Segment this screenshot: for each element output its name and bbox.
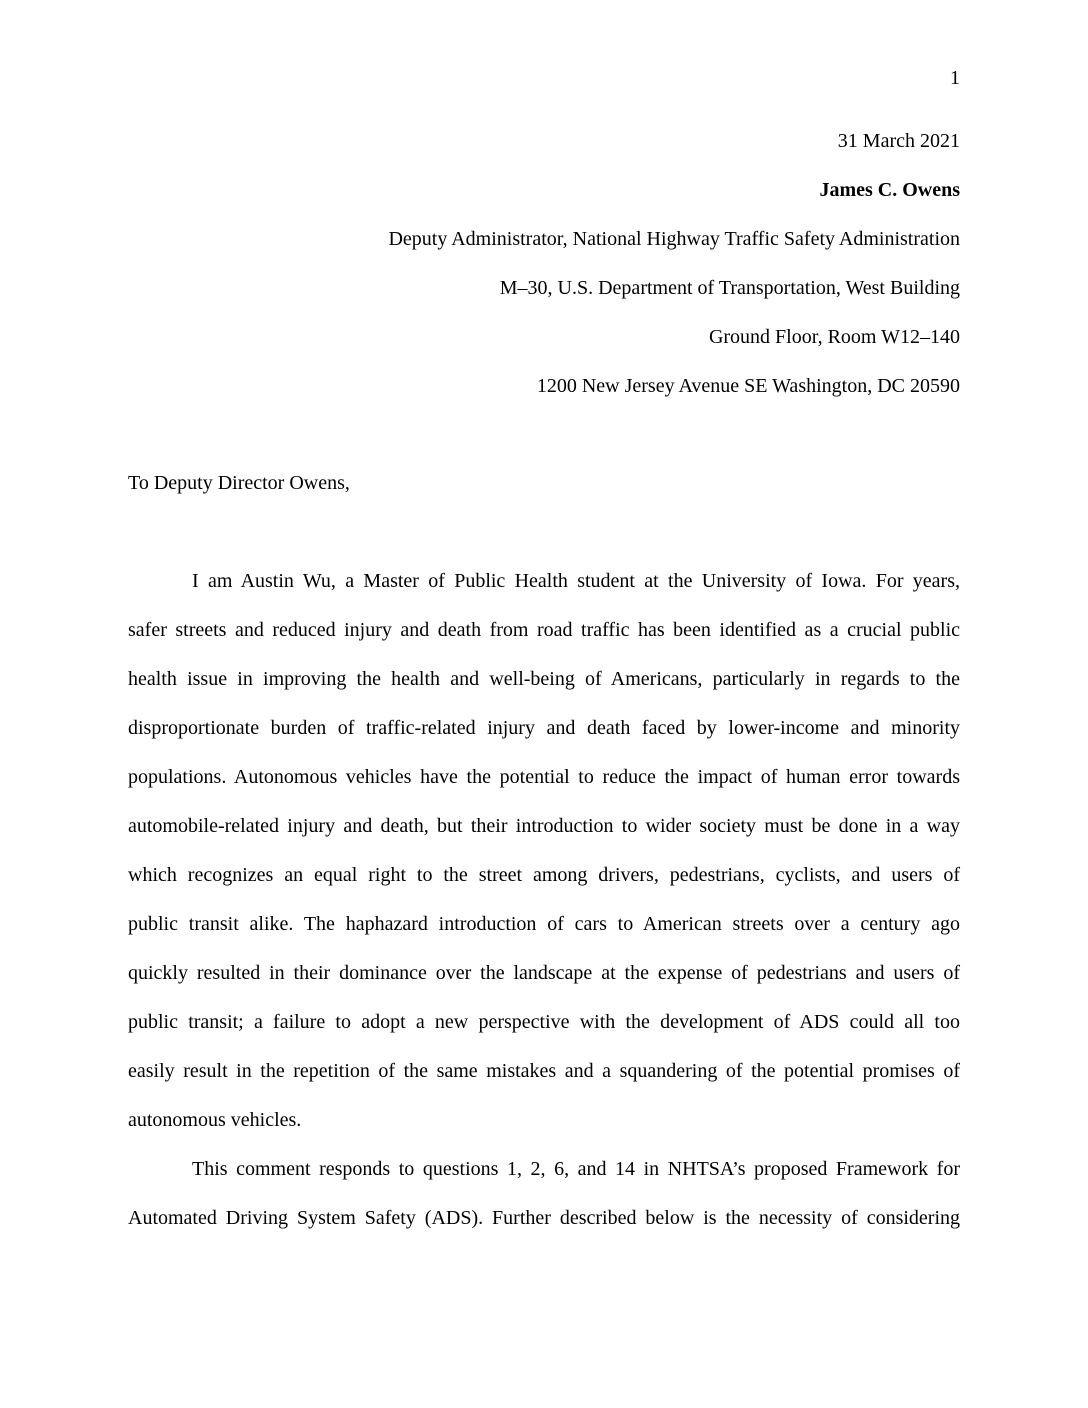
paragraph-line: populations. Autonomous vehicles have the potential to reduce the impact of human error towards [128, 766, 960, 788]
salutation: To Deputy Director Owens, [128, 472, 350, 494]
paragraph-line: This comment responds to questions 1, 2, 6, and 14 in NHTSA’s proposed Framework for [192, 1158, 960, 1180]
recipient-address-line: Ground Floor, Room W12–140 [708, 326, 960, 348]
paragraph-line: Automated Driving System Safety (ADS). Further described below is the necessity of considering [128, 1207, 960, 1229]
page-number: 1 [950, 67, 960, 89]
paragraph-line: automobile-related injury and death, but their introduction to wider society must be done in a way [128, 815, 960, 837]
body-paragraph [128, 1157, 960, 1255]
paragraph-line: I am Austin Wu, a Master of Public Health student at the University of Iowa. For years, [192, 570, 960, 592]
paragraph-line: public transit; a failure to adopt a new perspective with the development of ADS could all too [128, 1011, 960, 1033]
recipient-address-line: 1200 New Jersey Avenue SE Washington, DC 20590 [536, 375, 960, 397]
recipient-name: James C. Owens [819, 179, 960, 201]
paragraph-line: quickly resulted in their dominance over the landscape at the expense of pedestrians and users of [128, 962, 960, 984]
body-paragraph [128, 569, 960, 1157]
recipient-address-line: Deputy Administrator, National Highway Traffic Safety Administration [388, 228, 960, 250]
letter-date: 31 March 2021 [837, 130, 960, 152]
paragraph-line: safer streets and reduced injury and death from road traffic has been identified as a crucial public [128, 619, 960, 641]
paragraph-line: which recognizes an equal right to the street among drivers, pedestrians, cyclists, and users of [128, 864, 960, 886]
paragraph-line: public transit alike. The haphazard introduction of cars to American streets over a century ago [128, 913, 960, 935]
paragraph-line: easily result in the repetition of the same mistakes and a squandering of the potential promises of [128, 1060, 960, 1082]
paragraph-line: autonomous vehicles. [128, 1109, 302, 1131]
paragraph-line: disproportionate burden of traffic-related injury and death faced by lower-income and minority [128, 717, 960, 739]
paragraph-line: health issue in improving the health and well-being of Americans, particularly in regards to the [128, 668, 960, 690]
recipient-address-line: M–30, U.S. Department of Transportation, West Building [499, 277, 960, 299]
